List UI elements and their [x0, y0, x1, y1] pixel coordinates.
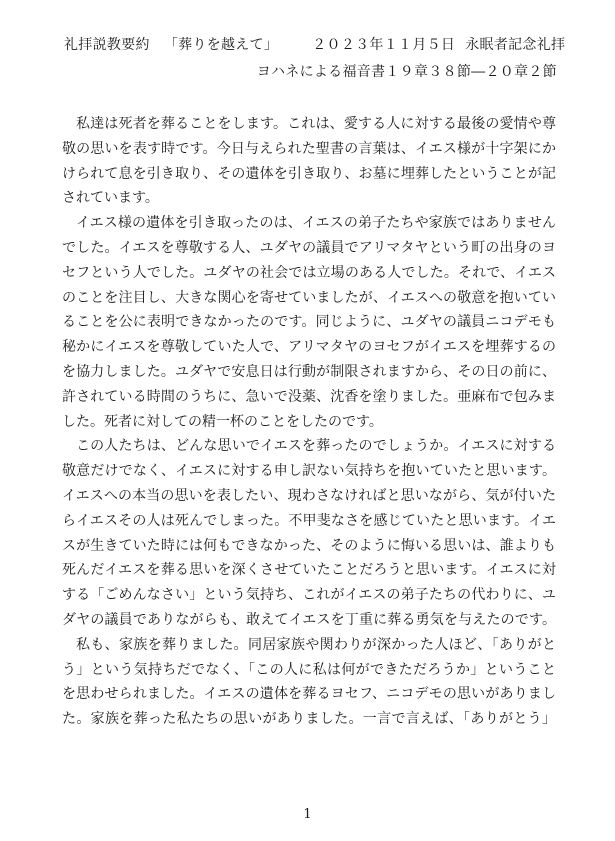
text-line: 許されている時間のうちに、急いで没薬、沈香を塗りました。亜麻布で包みま [62, 388, 556, 405]
scripture-reference: ヨハネによる福音書１９章３８節―２０章２節 [256, 64, 557, 80]
text-line: でした。イエスを尊敬する人、ユダヤの議員でアリマタヤという町の出身のヨ [62, 239, 556, 256]
service-occasion: 永眠者記念礼拝 [465, 37, 566, 53]
text-line: この人たちは、どんな思いでイエスを葬ったのでしょうか。イエスに対する [76, 438, 556, 455]
page-number: 1 [303, 807, 312, 822]
sermon-title: 「葬りを越えて」 [163, 37, 279, 53]
text-line: イエスへの本当の思いを表したい、現わさなければと思いながら、気が付いた [62, 487, 556, 504]
text-line: らイエスその人は死んでしまった。不甲斐なさを感じていたと思います。イエ [62, 512, 556, 529]
text-line: 秘かにイエスを尊敬していた人で、アリマタヤのヨセフがイエスを埋葬するの [62, 339, 556, 356]
sermon-date: ２０２３年１１月５日 [312, 37, 456, 53]
text-line: 死んだイエスを葬る思いを深くさせていたことだろうと思います。イエスに対 [62, 562, 556, 579]
sermon-series: 礼拝説教要約 [64, 37, 150, 53]
text-line: を思わせられました。イエスの遺体を葬るヨセフ、ニコデモの思いがありまし [62, 686, 556, 703]
text-line: のことを注目し、大きな関心を寄せていましたが、イエスへの敬意を抱いてい [62, 289, 556, 306]
text-line: されています。 [62, 190, 159, 207]
text-line: ることを公に表明できなかったのです。同じように、ユダヤの議員ニコデモも [62, 314, 556, 331]
sermon-header [64, 34, 564, 54]
sermon-body [62, 112, 556, 732]
text-line: する「ごめんなさい」という気持ち、これがイエスの弟子たちの代わりに、ユ [62, 587, 556, 604]
text-line: した。死者に対しての精一杯のことをしたのです。 [62, 413, 383, 430]
text-line: た。家族を葬った私たちの思いがありました。一言で言えば、「ありがとう」 [62, 711, 556, 728]
text-line: けられて息を引き取り、その遺体を引き取り、お墓に埋葬したということが記 [62, 165, 556, 182]
text-line: 私も、家族を葬りました。同居家族や関わりが深かった人ほど、「ありがと [76, 636, 556, 653]
text-line: 敬意だけでなく、イエスに対する申し訳ない気持ちを抱いていたと思います。 [62, 463, 556, 480]
text-line: 私達は死者を葬ることをします。これは、愛する人に対する最後の愛情や尊 [76, 116, 556, 132]
text-line: を協力しました。ユダヤで安息日は行動が制限されますから、その日の前に、 [62, 363, 556, 380]
text-line: 敬の思いを表す時です。今日与えられた聖書の言葉は、イエス様が十字架にか [62, 140, 556, 157]
text-line: セフという人でした。ユダヤの社会では立場のある人でした。それで、イエス [62, 264, 556, 281]
text-line: ダヤの議員でありながらも、敢えてイエスを丁重に葬る勇気を与えたのです。 [62, 611, 556, 628]
text-line: う」という気持ちだでなく、「この人に私は何ができただろうか」ということ [62, 661, 556, 678]
text-line: イエス様の遺体を引き取ったのは、イエスの弟子たちや家族ではありません [76, 215, 556, 232]
text-line: スが生きていた時には何もできなかった、そのように悔いる思いは、誰よりも [62, 537, 556, 554]
